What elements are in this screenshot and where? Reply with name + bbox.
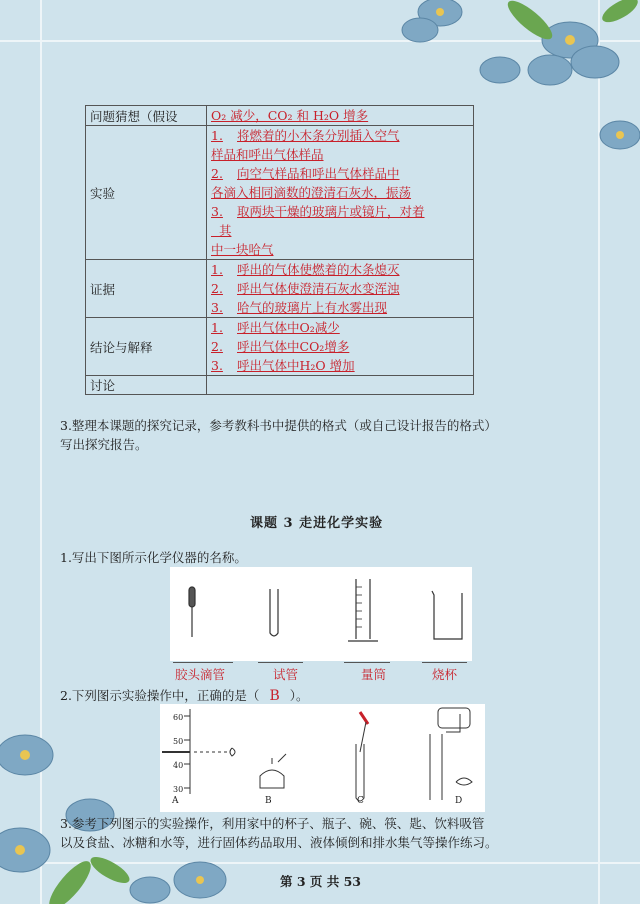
table-row <box>86 126 474 260</box>
answer-text: 各滴入相同滴数的澄清石灰水，振荡 <box>211 185 412 200</box>
section-title: 课题 3 走进化学实验 <box>250 516 384 531</box>
figure-label-c: C <box>357 796 364 806</box>
answer-number: 1. <box>211 128 223 143</box>
instrument-answer-2: 试管 <box>273 667 299 682</box>
answer-number: 2. <box>211 281 223 296</box>
instrument-answer-4: 烧杯 <box>432 667 458 682</box>
answer-number: 2. <box>211 166 223 181</box>
practice-instruction: 3.参考下列图示的实验操作，利用家中的杯子、瓶子、碗、筷、匙、饮料吸管 以及食盐、冰糖和水等，进行固体药品取用、液体倾倒和排水集气等操作练习。 <box>60 816 498 850</box>
answer-text: 呼出的气体使燃着的木条熄灭 <box>237 262 400 277</box>
answer-blank-line <box>258 662 303 663</box>
answer-blank-line <box>173 662 233 663</box>
answer-text: 将燃着的小木条分别插入空气 <box>237 128 400 143</box>
row-label: 实验 <box>86 126 207 260</box>
instrument-figure <box>170 567 472 661</box>
figure-label-d: D <box>455 796 463 806</box>
answer-text: 呼出气体使澄清石灰水变浑浊 <box>237 281 400 296</box>
answer-text: 呼出气体中CO₂增多 <box>237 339 350 354</box>
scale-tick: 50 <box>173 737 184 746</box>
figure-label-a: A <box>172 796 179 806</box>
worksheet-page <box>55 90 595 889</box>
page-footer: 第 3 页 共 53 <box>280 874 361 889</box>
table-row <box>86 376 474 395</box>
answer-number: 3. <box>211 204 223 219</box>
test-tube-icon <box>270 589 278 636</box>
answer-blank-line <box>344 662 390 663</box>
answer-text: 中一块哈气 <box>211 242 274 257</box>
instrument-answer-1: 胶头滴管 <box>175 667 226 682</box>
figure-label-b: B <box>265 796 272 806</box>
scale-tick: 30 <box>173 785 184 794</box>
dropper-icon <box>189 587 195 637</box>
lab-operations-figure <box>160 704 485 812</box>
question-2-prompt: 2.下列图示实验操作中，正确的是（ B ）。 <box>60 688 309 704</box>
answer-text: 呼出气体中H₂O 增加 <box>237 358 355 373</box>
answer-text: 呼出气体中O₂减少 <box>237 320 340 335</box>
alcohol-lamp-icon <box>260 754 286 788</box>
graduated-cylinder-icon <box>348 579 378 641</box>
answer-number: 3. <box>211 358 223 373</box>
table-row <box>86 318 474 376</box>
question-2-answer: B <box>269 688 280 704</box>
row-label: 讨论 <box>86 376 207 395</box>
answer-blank-line <box>422 662 467 663</box>
answer-text: 向空气样品和呼出气体样品中 <box>237 166 400 181</box>
scale-tick: 40 <box>173 761 184 770</box>
table-row <box>86 106 474 126</box>
beaker-icon <box>432 591 462 639</box>
report-instruction: 3.整理本课题的探究记录，参考教科书中提供的格式（或自己设计报告的格式） 写出探究报告。 <box>60 418 497 452</box>
scale-tick: 60 <box>173 713 184 722</box>
row-label: 问题猜想（假设 <box>86 106 207 126</box>
answer-text: O₂ 减少，CO₂ 和 H₂O 增多 <box>211 108 369 123</box>
answer-number: 1. <box>211 320 223 335</box>
answer-text: 哈气的玻璃片上有水雾出现 <box>237 300 388 315</box>
answer-text: 其 <box>211 223 232 238</box>
row-label: 证据 <box>86 260 207 318</box>
table-row <box>86 260 474 318</box>
answer-number: 1. <box>211 262 223 277</box>
instrument-answer-3: 量筒 <box>361 667 387 682</box>
inquiry-table <box>85 105 474 395</box>
pouring-liquid-icon <box>430 708 472 800</box>
answer-number: 2. <box>211 339 223 354</box>
answer-text: 取两块干燥的玻璃片或镜片，对着 <box>237 204 425 219</box>
question-1-prompt: 1.写出下图所示化学仪器的名称。 <box>60 550 247 565</box>
answer-text: 样品和呼出气体样品 <box>211 147 324 162</box>
dropper-into-tube-icon <box>356 712 368 801</box>
row-label: 结论与解释 <box>86 318 207 376</box>
answer-number: 3. <box>211 300 223 315</box>
